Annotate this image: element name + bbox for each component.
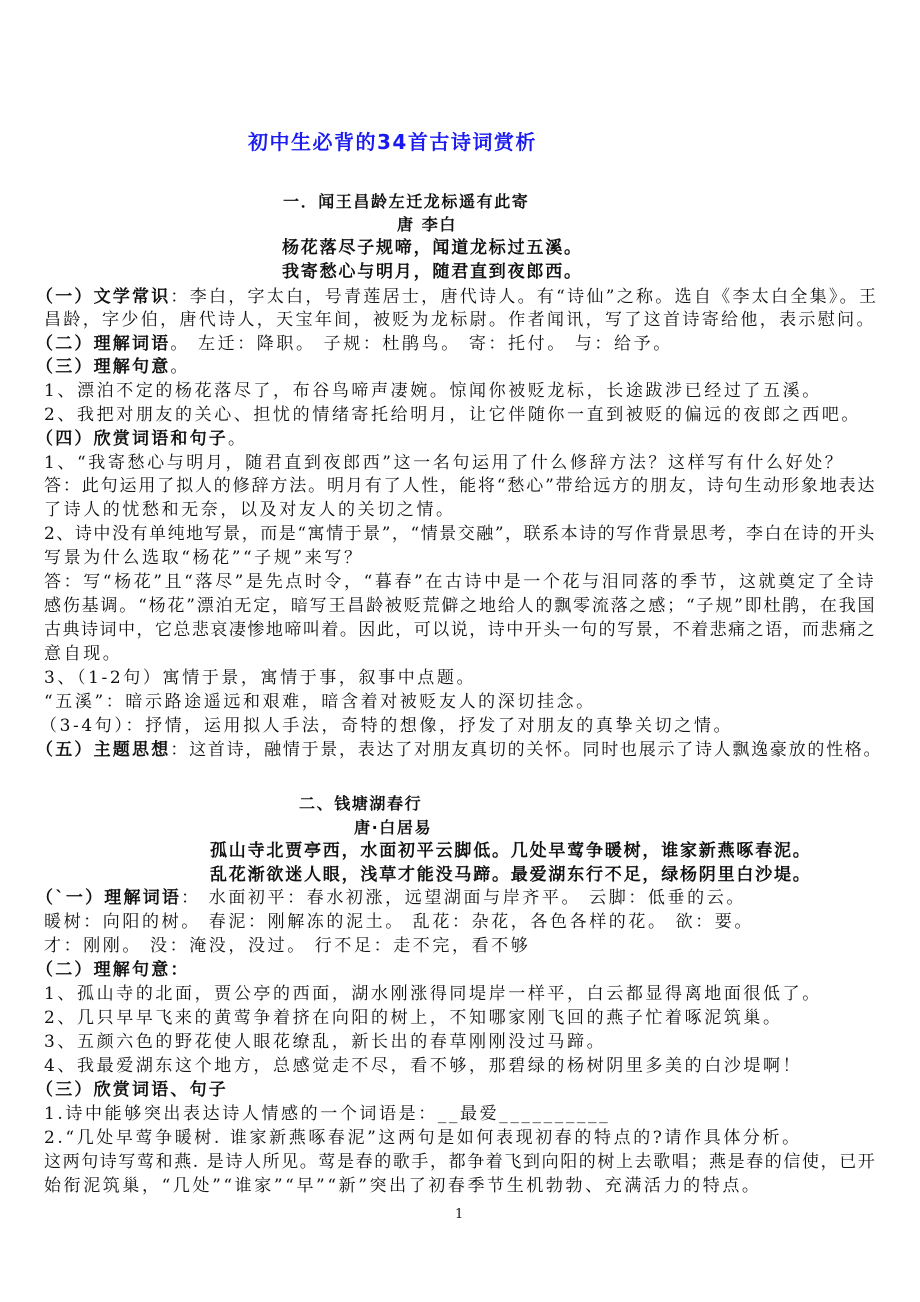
poem1-heading: 一．闻王昌龄左迁龙标遥有此寄	[283, 192, 530, 211]
punct: 。	[228, 429, 248, 449]
section-text: ：李白，字太白，号青莲居士，唐代诗人。有“诗仙”之称。选自《李太白全集》。王	[170, 287, 879, 307]
section-text: ：这首诗，融情于景，表达了对朋友真切的关怀。同时也展示了诗人飘逸豪放的性格。	[170, 740, 883, 760]
question-text: 1.诗中能够突出表达诗人情感的一个词语是：	[44, 1104, 438, 1124]
poem1-appreciation-line: （3-4句）：抒情，运用拟人手法，奇特的想像，抒发了对朋友的真挚关切之情。	[40, 716, 734, 736]
poem1-appreciation-line: 2、诗中没有单纯地写景，而是“寓情于景”，“情景交融”，联系本诗的写作背景思考，李白在诗的开头	[44, 524, 876, 544]
poem1-appreciation-line: 1、“我寄愁心与明月，随君直到夜郎西”这一名句运用了什么修辞方法？这样写有什么好处？	[44, 453, 845, 473]
section-text: ： 水面初平：春水初涨，远望湖面与岸齐平。 云脚：低垂的云。	[181, 888, 746, 908]
section-label: （四）欣赏词语和句子	[36, 429, 228, 449]
poem2-meaning-line: 3、五颜六色的野花使人眼花缭乱，新长出的春草刚刚没过马蹄。	[44, 1032, 607, 1052]
answer-blank: __最爱__________	[437, 1104, 611, 1124]
poem1-literary-knowledge	[36, 286, 878, 309]
poem1-appreciation-line: 意自现。	[44, 644, 123, 664]
poem2-meaning-line: 4、我最爱湖东这个地方，总感觉走不尽，看不够，那碧绿的杨树阴里多美的白沙堤啊！	[44, 1056, 803, 1076]
poem2-meaning-line: 1、孤山寺的北面，贾公亭的西面，湖水刚涨得同堤岸一样平，白云都显得离地面很低了。	[44, 984, 822, 1004]
poem2-heading: 二、钱塘湖春行	[299, 794, 423, 813]
poem2-meaning-line: 2、几只早早飞来的黄莺争着挤在向阳的树上，不知哪家刚飞回的燕子忙着啄泥筑巢。	[44, 1008, 783, 1028]
section-label: （三）欣赏词语、句子	[36, 1080, 228, 1100]
poem2-verse-1: 孤山寺北贾亭西，水面初平云脚低。几处早莺争暖树，谁家新燕啄春泥。	[210, 841, 812, 861]
poem1-meaning-line: 1、漂泊不定的杨花落尽了，布谷鸟啼声凄婉。惊闻你被贬龙标，长途跋涉已经过了五溪。	[44, 381, 822, 401]
poem1-appreciation-line: 了诗人的忧愁和无奈，以及对友人的关切之情。	[44, 500, 456, 520]
poem1-appreciation-line: 古典诗词中，它总悲哀凄惨地啼叫着。因此，可以说，诗中开头一句的写景，不着悲痛之语，而悲痛之	[44, 620, 876, 640]
poem2-question-2: 2.“几处早莺争暖树. 谁家新燕啄春泥”这两句是如何表现初春的特点的?请作具体分析。	[44, 1128, 802, 1148]
poem1-verse-1: 杨花落尽子规啼，闻道龙标过五溪。	[282, 238, 583, 258]
poem1-theme	[36, 739, 882, 762]
poem1-author: 唐 李白	[397, 215, 457, 234]
poem1-appreciation-line: “五溪”：暗示路途遥远和艰难，暗含着对被贬友人的深切挂念。	[44, 692, 596, 712]
poem1-meaning-line: 2、我把对朋友的关心、担忧的情绪寄托给明月，让它伴随你一直到被贬的偏远的夜郎之西吧。	[44, 405, 862, 425]
poem2-appreciation-heading	[36, 1079, 228, 1102]
poem2-answer-line: 始衔泥筑巢，“几处”“谁家”“早”“新”突出了初春季节生机勃勃、充满活力的特点。	[44, 1176, 762, 1196]
document-title: 初中生必背的34首古诗词赏析	[248, 130, 537, 154]
section-label: （五）主题思想	[36, 740, 171, 760]
poem1-appreciation-line: 感伤基调。“杨花”漂泊无定，暗写王昌龄被贬荒僻之地给人的飘零流落之感；“子规”即杜鹃，在我国	[44, 596, 877, 616]
poem1-appreciation-line: 3、（1-2句）寓情于景，寓情于事，叙事中点题。	[44, 668, 477, 688]
section-label: （`一）理解词语	[36, 888, 182, 908]
poem1-meaning-heading	[36, 356, 190, 379]
poem1-appreciation-heading	[36, 428, 248, 451]
section-label: （三）理解句意	[36, 357, 171, 377]
poem1-appreciation-line: 答：此句运用了拟人的修辞方法。明月有了人性，能将“愁心”带给远方的朋友，诗句生动形象地表达	[44, 476, 877, 496]
poem2-vocabulary	[36, 887, 746, 910]
poem2-question-1	[44, 1103, 610, 1126]
section-text: 。 左迁：降职。 子规：杜鹃鸟。 寄：托付。 与：给予。	[170, 334, 673, 354]
poem1-appreciation-line: 答：写“杨花”且“落尽”是先点时令，“暮春”在古诗中是一个花与泪同落的季节，这就奠定了全诗	[44, 572, 877, 592]
poem2-vocabulary-line: 才：刚刚。 没：淹没，没过。 行不足：走不完，看不够	[44, 936, 531, 956]
section-label: （一）文学常识	[36, 287, 171, 307]
section-label: （二）理解句意：	[36, 960, 190, 980]
poem2-vocabulary-line: 暖树：向阳的树。 春泥：刚解冻的泥土。 乱花：杂花，各色各样的花。 欲：要。	[44, 912, 755, 932]
poem1-vocabulary	[36, 333, 673, 356]
poem2-answer-line: 这两句诗写莺和燕. 是诗人所见。莺是春的歌手，都争着飞到向阳的树上去歌唱；燕是春的信使，已开	[44, 1152, 877, 1172]
poem2-meaning-heading	[36, 959, 190, 982]
section-label: （二）理解词语	[36, 334, 171, 354]
poem2-author: 唐·白居易	[354, 818, 433, 837]
poem1-appreciation-line: 写景为什么选取“杨花”“子规”来写？	[44, 548, 364, 568]
page-number: 1	[455, 1207, 464, 1222]
poem2-verse-2: 乱花渐欲迷人眼，浅草才能没马蹄。最爱湖东行不足，绿杨阴里白沙堤。	[210, 865, 812, 885]
poem1-verse-2: 我寄愁心与明月，随君直到夜郎西。	[282, 262, 583, 282]
punct: 。	[170, 357, 191, 377]
poem1-literary-knowledge-cont: 昌龄，字少伯，唐代诗人，天宝年间，被贬为龙标尉。作者闻讯，写了这首诗寄给他，表示慰问。	[44, 310, 876, 330]
